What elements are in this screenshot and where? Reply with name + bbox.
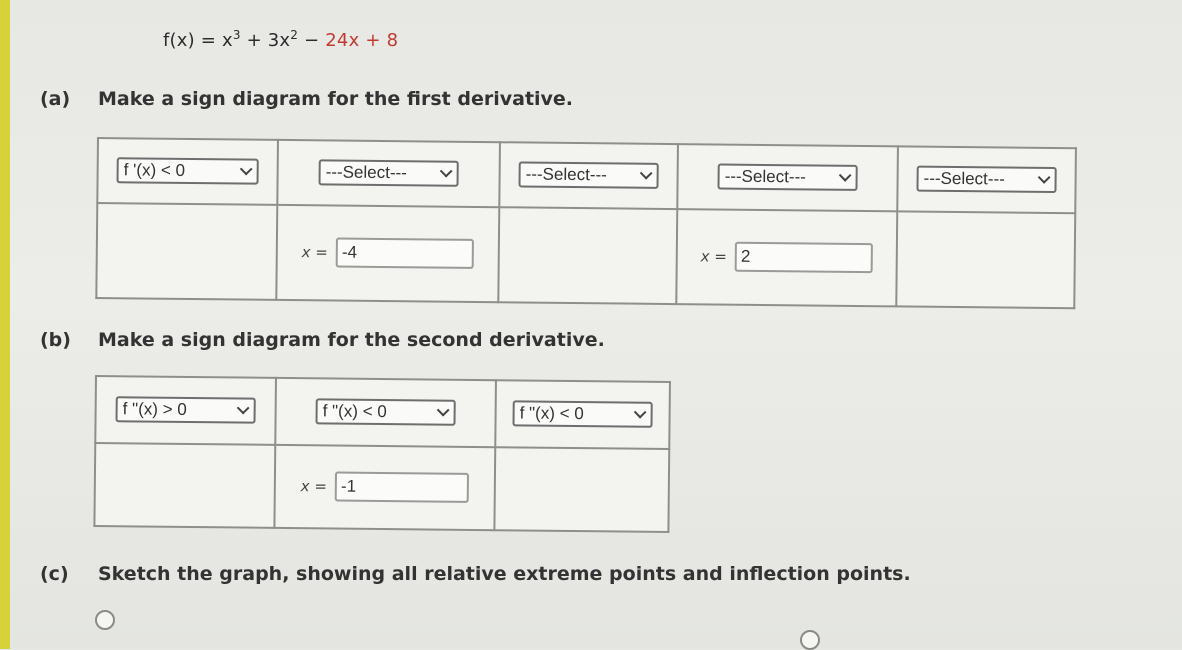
question-b-label: (b) xyxy=(40,329,71,351)
function-prefix: f(x) = x xyxy=(163,30,233,51)
sign-cell xyxy=(897,146,1076,213)
chevron-down-icon xyxy=(240,163,253,176)
sign-cell xyxy=(499,142,678,209)
sign-select[interactable] xyxy=(117,158,259,185)
sign-select-value: ---Select--- xyxy=(325,162,407,183)
critical-point-cell xyxy=(676,209,897,307)
x-equals-label: x = xyxy=(301,243,329,262)
sign-select-value: ---Select--- xyxy=(724,166,806,187)
first-derivative-sign-diagram xyxy=(95,137,1077,309)
sign-select-value: f '(x) < 0 xyxy=(123,160,186,181)
function-term-3x: + 3x xyxy=(240,30,291,51)
blank-cell xyxy=(896,211,1075,308)
chevron-down-icon xyxy=(440,165,453,178)
sign-cell xyxy=(97,138,278,205)
sign-select-value: ---Select--- xyxy=(525,164,607,185)
sign-select[interactable] xyxy=(315,399,455,426)
function-exponent-3: 3 xyxy=(232,28,241,42)
graph-option-radio[interactable] xyxy=(95,610,115,630)
chevron-down-icon xyxy=(634,406,647,419)
chevron-down-icon xyxy=(839,169,852,182)
question-b xyxy=(40,329,605,351)
question-c xyxy=(40,563,911,585)
graph-option-radio[interactable] xyxy=(800,630,820,650)
blank-cell xyxy=(494,447,669,532)
critical-point-cell xyxy=(276,205,499,303)
sign-select-value: ---Select--- xyxy=(923,169,1005,189)
sign-cell xyxy=(495,380,670,449)
function-minus: − xyxy=(298,30,326,51)
sign-cell xyxy=(677,144,898,211)
blank-cell xyxy=(94,443,275,528)
sign-select[interactable] xyxy=(916,166,1056,193)
inflection-point-input[interactable]: -1 xyxy=(335,472,469,503)
question-a-label: (a) xyxy=(40,88,71,110)
second-derivative-sign-diagram xyxy=(93,375,671,533)
question-a-text: Make a sign diagram for the first derivative. xyxy=(98,88,574,110)
question-a xyxy=(40,88,573,110)
sign-select[interactable] xyxy=(518,162,658,189)
sign-cell xyxy=(95,376,276,445)
chevron-down-icon xyxy=(437,404,450,417)
blank-cell xyxy=(96,203,277,300)
function-highlighted-terms: 24x + 8 xyxy=(325,30,399,51)
sign-select[interactable] xyxy=(717,164,857,191)
critical-point-input[interactable]: -4 xyxy=(336,238,474,269)
sign-select[interactable] xyxy=(512,401,652,428)
sign-select[interactable] xyxy=(319,160,459,187)
question-b-text: Make a sign diagram for the second derivative. xyxy=(98,329,605,351)
sign-select-value: f "(x) < 0 xyxy=(519,403,584,424)
sign-select[interactable] xyxy=(116,397,256,424)
question-c-text: Sketch the graph, showing all relative extreme points and inflection points. xyxy=(98,563,911,585)
x-equals-label: x = xyxy=(300,477,328,496)
sign-select-value: f "(x) > 0 xyxy=(122,399,187,420)
critical-point-input[interactable]: 2 xyxy=(735,242,873,273)
chevron-down-icon xyxy=(237,402,250,415)
inflection-point-cell xyxy=(274,445,495,530)
question-c-label: (c) xyxy=(40,563,69,585)
sign-cell xyxy=(275,378,496,447)
x-equals-label: x = xyxy=(700,247,727,266)
function-expression xyxy=(163,28,398,51)
sign-cell xyxy=(277,140,500,207)
chevron-down-icon xyxy=(640,167,653,180)
left-accent-bar xyxy=(0,0,10,649)
blank-cell xyxy=(498,207,677,304)
chevron-down-icon xyxy=(1038,171,1051,184)
function-exponent-2: 2 xyxy=(290,28,299,42)
sign-select-value: f "(x) < 0 xyxy=(322,401,387,422)
